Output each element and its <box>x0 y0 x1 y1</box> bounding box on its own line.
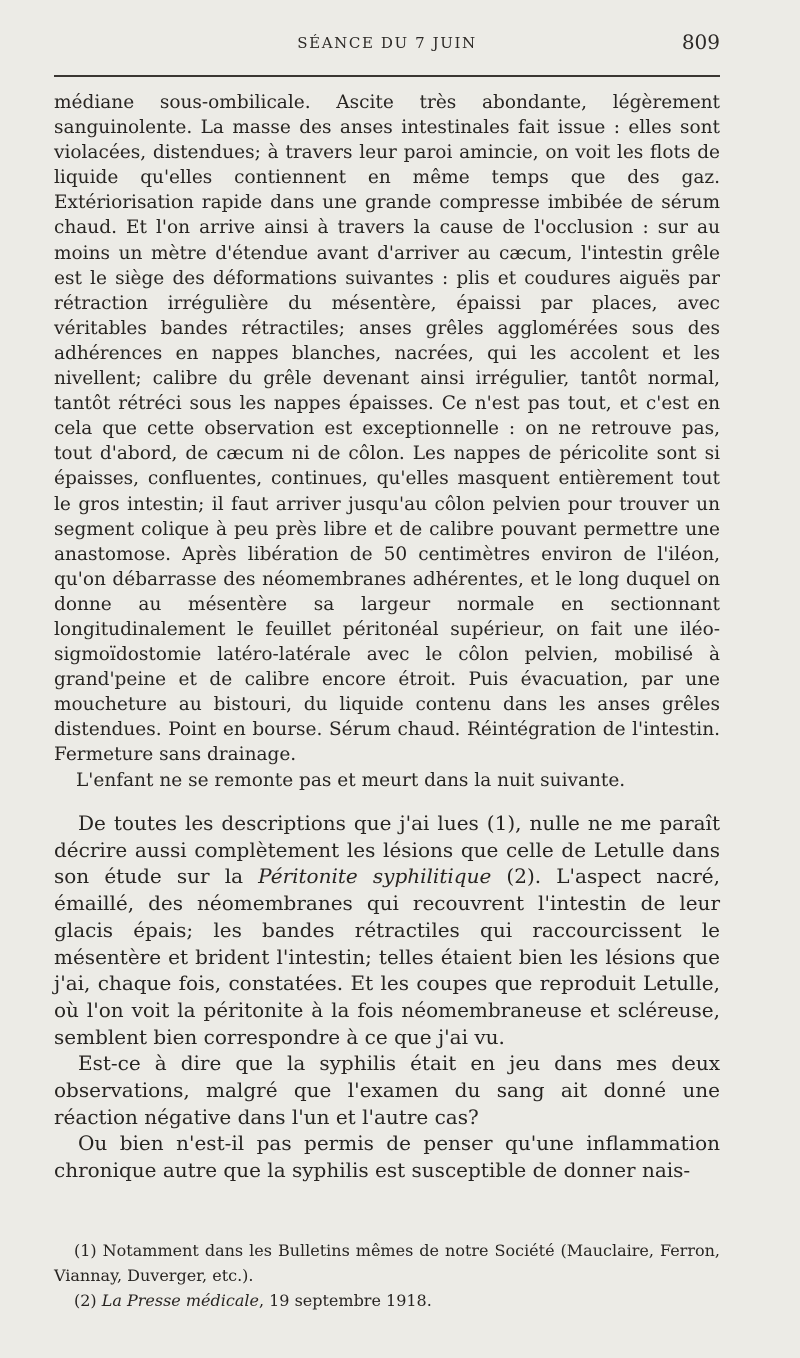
journal-title: La Presse médicale <box>101 1291 259 1310</box>
case-outcome-paragraph: L'enfant ne se remonte pas et meurt dans la nuit suivante. <box>76 769 626 791</box>
case-report-paragraph: médiane sous-ombilicale. Ascite très abondante, légèrement sanguinolente. La masse des anses intestinales fait issue : elles sont violacées, distendues; à travers leur paroi amincie, on voit les flots de liquide qu'elles contiennent en même temps que des gaz. Extériorisation rapide dans une grande compresse imbibée de sérum chaud. Et l'on arrive ainsi à travers la cause de l'occlusion : sur au moins un mètre d'étendue avant d'arriver au cæcum, l'intestin grêle est le siège des déformations suivantes : plis et coudures aiguës par rétraction irrégulière du mésentère, épaissi par places, avec véritables bandes rétractiles; anses grêles agglomérées sous des adhérences en nappes blanches, nacrées, qui les accolent et les nivellent; calibre du grêle devenant ainsi irrégulier, tantôt normal, tantôt rétréci sous les nappes épaisses. Ce n'est pas tout, et c'est en cela que cette observation est exceptionnelle : on ne retrouve pas, tout d'abord, de cæcum ni de côlon. Les nappes de péricolite sont si épaisses, confluentes, continues, qu'elles masquent entièrement tout le gros intestin; il faut arriver jusqu'au côlon pelvien pour trouver un segment colique à peu près libre et de calibre pouvant permettre une anastomose. Après libération de 50 centimètres environ de l'iléon, qu'on débarrasse des néomembranes adhérentes, et le long duquel on donne au mésentère sa largeur normale en sectionnant longitudinalement le feuillet péritonéal supérieur, on fait une iléo-sigmoïdostomie latéro-latérale avec le côlon pelvien, mobilisé à grand'peine et de calibre encore étroit. Puis évacuation, par une moucheture au bistouri, du liquide contenu dans les anses grêles distendues. Point en bourse. Sérum chaud. Réintégration de l'intestin. Fermeture sans drainage. <box>54 92 720 766</box>
discussion-text-segment: (2). L'aspect nacré, émaillé, des néomembranes qui recouvrent l'intestin de leur glacis épais; les bandes rétractiles qui raccourcissent le mésentère et brident l'intestin; telles étaient bien les lésions que j'ai, chaque fois, constatées. Et les coupes que reproduit Letulle, où l'on voit la péritonite à la fois néomembraneuse et scléreuse, semblent bien correspondre à ce que j'ai vu. <box>54 864 720 1049</box>
discussion-text-segment: De toutes les descriptions que j'ai lues (1), nulle ne me paraît décrire aussi complètement les lésions que celle de Letulle dans son étude sur la <box>54 811 720 889</box>
header-rule <box>54 75 720 77</box>
discussion-text <box>54 810 720 1184</box>
footnote-date: , 19 septembre 1918. <box>258 1291 432 1310</box>
discussion-paragraph-1 <box>54 810 720 1050</box>
footnotes <box>54 1238 720 1313</box>
discussion-paragraph-3: Ou bien n'est-il pas permis de penser qu'une inflammation chronique autre que la syphilis est susceptible de donner nais- <box>54 1131 720 1183</box>
cited-work-title: Péritonite syphilitique <box>258 864 492 889</box>
footnote-2 <box>54 1288 720 1313</box>
running-head <box>54 28 720 58</box>
discussion-paragraph-2: Est-ce à dire que la syphilis était en jeu dans mes deux observations, malgré que l'examen du sang ait donné une réaction négative dans l'un et l'autre cas? <box>54 1051 720 1129</box>
page-number: 809 <box>681 30 720 54</box>
running-title: SÉANCE DU 7 JUIN <box>297 34 477 52</box>
case-report-text <box>54 90 720 793</box>
footnote-marker: (2) <box>74 1291 102 1310</box>
footnote-1: (1) Notamment dans les Bulletins mêmes de notre Société (Mauclaire, Ferron, Viannay, Duverger, etc.). <box>54 1241 720 1285</box>
